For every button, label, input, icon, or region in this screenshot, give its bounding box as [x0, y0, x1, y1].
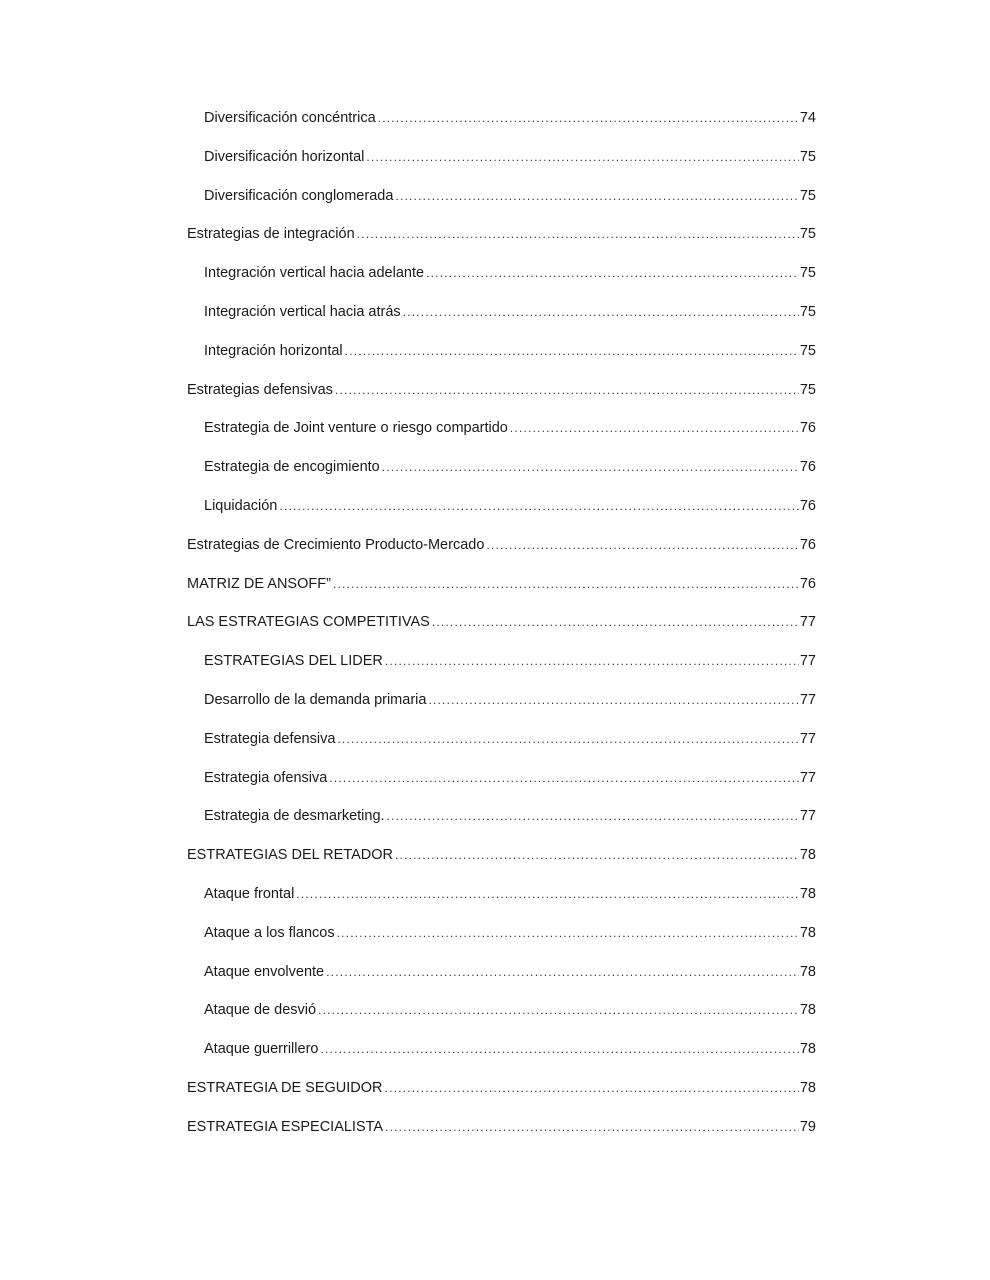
toc-dot-leader — [366, 146, 798, 168]
toc-page-number: 74 — [799, 110, 816, 126]
toc-entry[interactable] — [187, 573, 816, 612]
toc-page-number: 75 — [799, 226, 816, 243]
toc-entry-title: Integración horizontal — [204, 342, 343, 359]
toc-entry[interactable] — [187, 379, 816, 418]
toc-entry-title: Integración vertical hacia adelante — [204, 265, 425, 282]
toc-dot-leader — [426, 262, 799, 284]
toc-dot-leader — [432, 611, 799, 633]
toc-entry[interactable] — [187, 689, 816, 728]
toc-page-number: 75 — [799, 381, 816, 398]
toc-page-number: 75 — [799, 148, 816, 165]
toc-page-number: 78 — [799, 847, 816, 864]
toc-page-number: 77 — [799, 730, 816, 747]
toc-entry[interactable] — [187, 999, 816, 1038]
toc-entry-title: Diversificación horizontal — [204, 148, 365, 165]
toc-dot-leader — [382, 456, 799, 478]
toc-entry[interactable] — [187, 805, 816, 844]
table-of-contents — [187, 107, 816, 1155]
toc-dot-leader — [320, 1038, 798, 1060]
toc-entry[interactable] — [187, 1038, 816, 1077]
toc-entry-title: Estrategias defensivas — [187, 381, 333, 398]
toc-dot-leader — [296, 883, 799, 905]
toc-page-number: 78 — [799, 1041, 816, 1058]
toc-entry[interactable] — [187, 961, 816, 1000]
toc-dot-leader — [387, 805, 799, 827]
toc-entry-title: Estrategia de encogimiento — [204, 459, 380, 476]
toc-dot-leader — [385, 1077, 799, 1099]
toc-dot-leader — [486, 534, 798, 556]
toc-dot-leader — [510, 417, 799, 439]
toc-entry-title: LAS ESTRATEGIAS COMPETITIVAS — [187, 614, 430, 631]
toc-entry-title: Estrategias de Crecimiento Producto-Mercado — [187, 536, 485, 553]
toc-entry[interactable] — [187, 146, 816, 185]
toc-entry[interactable] — [187, 650, 816, 689]
toc-dot-leader — [403, 301, 799, 323]
toc-dot-leader — [395, 844, 799, 866]
toc-page-number: 76 — [799, 536, 816, 553]
toc-page-number: 78 — [799, 885, 816, 902]
toc-page-number: 75 — [799, 265, 816, 282]
toc-page-number: 78 — [799, 1002, 816, 1019]
toc-entry-title: Liquidación — [204, 497, 278, 514]
toc-dot-leader — [337, 728, 798, 750]
toc-dot-leader — [279, 495, 798, 517]
toc-page-number: 78 — [799, 963, 816, 980]
toc-page-number: 79 — [799, 1118, 816, 1135]
toc-entry[interactable] — [187, 1077, 816, 1116]
toc-page-number: 77 — [799, 769, 816, 786]
toc-entry-title: ESTRATEGIAS DEL LIDER — [204, 653, 383, 670]
toc-entry[interactable] — [187, 1116, 816, 1155]
toc-entry-title: ESTRATEGIA ESPECIALISTA — [187, 1118, 384, 1135]
toc-entry[interactable] — [187, 922, 816, 961]
toc-entry[interactable] — [187, 262, 816, 301]
toc-page-number: 75 — [799, 303, 816, 320]
toc-entry[interactable] — [187, 534, 816, 573]
toc-page-number: 76 — [799, 497, 816, 514]
toc-entry-title: Estrategia ofensiva — [204, 769, 328, 786]
toc-entry[interactable] — [187, 185, 816, 224]
toc-entry[interactable] — [187, 611, 816, 650]
toc-entry[interactable] — [187, 728, 816, 767]
toc-dot-leader — [395, 185, 798, 207]
toc-page-number: 75 — [799, 187, 816, 204]
toc-entry[interactable] — [187, 844, 816, 883]
toc-entry[interactable] — [187, 767, 816, 806]
toc-entry-title: MATRIZ DE ANSOFF” — [187, 575, 331, 592]
toc-dot-leader — [345, 340, 799, 362]
toc-entry-title: Desarrollo de la demanda primaria — [204, 691, 427, 708]
toc-entry-title: Estrategia de Joint venture o riesgo compartido — [204, 420, 508, 437]
toc-entry-title: ESTRATEGIAS DEL RETADOR — [187, 847, 393, 864]
toc-entry-title: Diversificación conglomerada — [204, 187, 394, 204]
toc-dot-leader — [385, 650, 799, 672]
toc-page-number: 78 — [799, 1079, 816, 1096]
toc-dot-leader — [385, 1116, 799, 1138]
toc-page-number: 76 — [799, 575, 816, 592]
toc-entry[interactable] — [187, 223, 816, 262]
toc-dot-leader — [326, 961, 799, 983]
toc-entry-title: Estrategia defensiva — [204, 730, 336, 747]
toc-dot-leader — [329, 767, 799, 789]
toc-page-number: 75 — [799, 342, 816, 359]
toc-entry[interactable] — [187, 456, 816, 495]
toc-entry-title: ESTRATEGIA DE SEGUIDOR — [187, 1079, 383, 1096]
toc-page-number: 76 — [799, 459, 816, 476]
toc-entry[interactable] — [187, 340, 816, 379]
toc-dot-leader — [378, 107, 799, 129]
toc-entry[interactable] — [187, 495, 816, 534]
toc-dot-leader — [357, 223, 799, 245]
toc-entry[interactable] — [187, 417, 816, 456]
toc-page-number: 77 — [799, 808, 816, 825]
toc-entry-title: Estrategias de integración — [187, 226, 355, 243]
toc-entry-title: Ataque guerrillero — [204, 1041, 319, 1058]
toc-entry[interactable] — [187, 883, 816, 922]
toc-entry[interactable] — [187, 301, 816, 340]
toc-dot-leader — [335, 379, 799, 401]
toc-entry-title: Integración vertical hacia atrás — [204, 303, 401, 320]
toc-dot-leader — [318, 999, 799, 1021]
toc-page-number: 78 — [799, 924, 816, 941]
toc-entry-title: Ataque frontal — [204, 885, 295, 902]
toc-entry-title: Diversificación concéntrica — [204, 110, 376, 126]
toc-entry-title: Ataque envolvente — [204, 963, 325, 980]
toc-dot-leader — [337, 922, 799, 944]
toc-entry[interactable] — [187, 107, 816, 146]
toc-entry-title: Ataque de desvió — [204, 1002, 317, 1019]
toc-entry-title: Ataque a los flancos — [204, 924, 335, 941]
toc-dot-leader — [428, 689, 798, 711]
toc-entry-title: Estrategia de desmarketing. — [204, 808, 385, 825]
toc-dot-leader — [333, 573, 799, 595]
toc-page-number: 77 — [799, 653, 816, 670]
toc-page-number: 77 — [799, 614, 816, 631]
toc-page-number: 76 — [799, 420, 816, 437]
toc-page-number: 77 — [799, 691, 816, 708]
